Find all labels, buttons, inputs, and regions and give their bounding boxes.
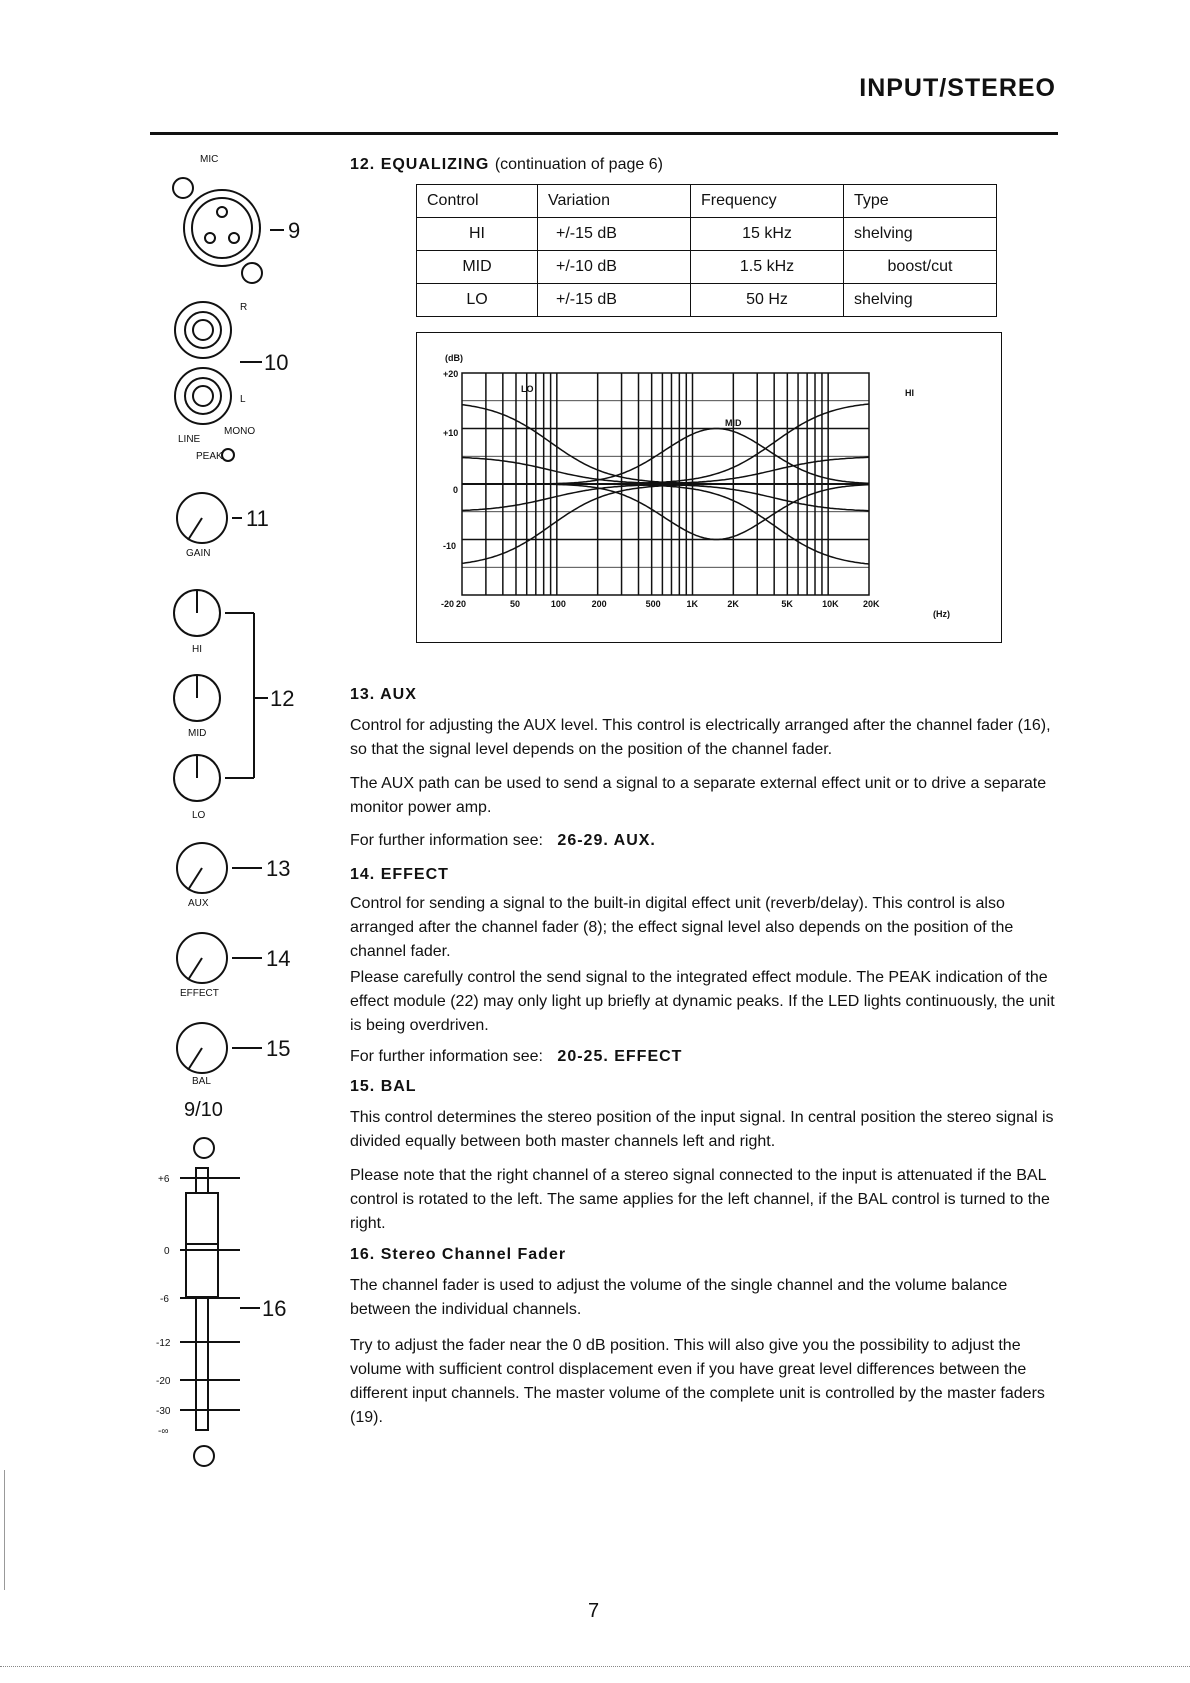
table-header: Type (844, 185, 997, 218)
mic-label: MIC (200, 154, 219, 165)
callout-14: 14 (266, 946, 291, 971)
peak-label: PEAK (196, 451, 223, 462)
jack-r-label: R (240, 302, 248, 313)
fader-tick: -30 (156, 1406, 171, 1417)
table-cell: MID (417, 251, 538, 284)
x-tick: 1K (686, 599, 699, 609)
section-12-title (350, 156, 663, 174)
section-15-p2: Please note that the right channel of a stereo signal connected to the input is attenuated if the BAL control is rotated to the left. The same applies for the left channel, if the BAL control is turned to the right. (350, 1167, 1050, 1232)
section-13-title: 13. AUX (350, 686, 417, 703)
x-tick: 20 (456, 599, 467, 609)
section-16-p1: The channel fader is used to adjust the volume of the single channel and the volume balance between the individual channels. (350, 1277, 1008, 1318)
jack-l (175, 368, 231, 424)
x-tick: 2K (727, 599, 739, 609)
x-tick: 100 (550, 599, 566, 609)
y-tick: +20 (443, 369, 459, 379)
section-14-p1: Control for sending a signal to the built-in digital effect unit (reverb/delay). This control is also arranged after the channel fader (8); the effect signal level also depends on the position of the channel fader. (350, 895, 1014, 960)
curve-label-mid: MID (725, 418, 742, 428)
table-header: Control (417, 185, 538, 218)
eq-curve (462, 458, 869, 484)
table-cell: +/-10 dB (538, 251, 691, 284)
table-cell: 15 kHz (691, 218, 844, 251)
x-tick: 50 (509, 599, 521, 609)
effect-label: EFFECT (180, 988, 219, 999)
section-13-see (350, 832, 656, 850)
eq-curve (462, 484, 869, 511)
section-16-p2: Try to adjust the fader near the 0 dB position. This will also give you the possibility to adjust the volume with sufficient control displacement even if you have great level differences between the different input channels. The master volume of the complete unit is controlled by the master faders (19). (350, 1337, 1045, 1426)
table-header: Frequency (691, 185, 844, 218)
xlr-connector (184, 190, 260, 266)
channel-strip-svg (150, 148, 320, 1528)
gain-label: GAIN (186, 548, 211, 559)
y-unit: (dB) (445, 353, 463, 363)
channel-strip-illustration (150, 148, 320, 1528)
screw-icon (173, 178, 193, 198)
bal-label: BAL (192, 1076, 211, 1087)
table-cell: HI (417, 218, 538, 251)
section-12-subtitle: (continuation of page 6) (494, 156, 663, 173)
hi-label: HI (192, 644, 202, 655)
table-cell: LO (417, 284, 538, 317)
y-tick: +10 (443, 428, 459, 438)
section-14-title: 14. EFFECT (350, 866, 449, 883)
screw-icon (194, 1446, 214, 1466)
callout-9: 9 (288, 218, 301, 243)
callout-13: 13 (266, 856, 291, 881)
see-prefix: For further information see: (350, 832, 543, 849)
aux-label: AUX (188, 898, 209, 909)
fader-tick: -12 (156, 1338, 171, 1349)
table-header: Variation (538, 185, 691, 218)
x-tick: 200 (591, 599, 607, 609)
table-row (417, 284, 997, 317)
x-unit: (Hz) (933, 609, 950, 619)
lo-label: LO (192, 810, 206, 821)
screw-icon (242, 263, 262, 283)
fader-tick: -6 (160, 1294, 169, 1305)
section-16-title: 16. Stereo Channel Fader (350, 1246, 567, 1263)
mid-label: MID (188, 728, 207, 739)
jack-l-label: L (240, 394, 246, 405)
table-cell: 50 Hz (691, 284, 844, 317)
section-13-p1: Control for adjusting the AUX level. This control is electrically arranged after the channel fader (16), so that the signal level depends on the position of the channel fader. (350, 717, 1051, 758)
header-rule (150, 132, 1058, 135)
ref-9-10: 9/10 (184, 1099, 223, 1121)
callout-12: 12 (270, 686, 295, 711)
callout-15: 15 (266, 1036, 291, 1061)
table-cell: shelving (844, 218, 997, 251)
jack-r (175, 302, 231, 358)
section-15-title: 15. BAL (350, 1078, 417, 1095)
section-12-number: 12. EQUALIZING (350, 156, 490, 173)
fader-tick: +6 (158, 1174, 170, 1185)
section-15-p1: This control determines the stereo position of the input signal. In central position the stereo signal is divided equally between both master channels left and right. (350, 1109, 1054, 1150)
eq-curve (462, 484, 869, 510)
section-14-p2: Please carefully control the send signal to the integrated effect module. The PEAK indication of the effect module (22) may only light up briefly at dynamic peaks. If the LED lights continuously, the unit is being overdriven. (350, 969, 1055, 1034)
table-cell: 1.5 kHz (691, 251, 844, 284)
callout-10: 10 (264, 350, 289, 375)
x-tick: 500 (645, 599, 661, 609)
see-reference: 26-29. AUX. (557, 832, 656, 849)
curve-label-hi: HI (905, 388, 914, 398)
eq-curve (462, 457, 869, 484)
table-row (417, 251, 997, 284)
bottom-border (0, 1666, 1190, 1667)
callout-16: 16 (262, 1296, 287, 1321)
x-tick: 10K (822, 599, 839, 609)
margin-line (4, 1470, 5, 1590)
line-label: LINE (178, 434, 201, 445)
callout-11: 11 (246, 506, 269, 531)
fader-tick: -∞ (158, 1426, 169, 1437)
eq-table (416, 184, 997, 317)
eq-response-graph (416, 332, 1002, 643)
table-row (417, 218, 997, 251)
y-tick: -20 (441, 599, 455, 609)
page-number: 7 (588, 1600, 600, 1622)
table-header-row (417, 185, 997, 218)
page-title: INPUT/STEREO (859, 74, 1056, 102)
screw-icon (194, 1138, 214, 1158)
table-cell: +/-15 dB (538, 284, 691, 317)
see-prefix: For further information see: (350, 1048, 543, 1065)
eq-graph-svg (417, 333, 1001, 642)
mono-label: MONO (224, 426, 256, 437)
x-tick: 20K (863, 599, 880, 609)
y-tick: -10 (443, 541, 457, 551)
table-cell: shelving (844, 284, 997, 317)
section-14-see (350, 1048, 682, 1066)
table-cell: +/-15 dB (538, 218, 691, 251)
see-reference: 20-25. EFFECT (557, 1048, 683, 1065)
x-tick: 5K (781, 599, 793, 609)
curve-label-lo: LO (521, 384, 534, 394)
y-tick: 0 (453, 485, 459, 495)
section-13-p2: The AUX path can be used to send a signal to a separate external effect unit or to drive a separate monitor power amp. (350, 775, 1047, 816)
table-cell: boost/cut (844, 251, 997, 284)
fader-tick: 0 (164, 1246, 170, 1257)
peak-led-icon (222, 449, 234, 461)
fader-tick: -20 (156, 1376, 171, 1387)
